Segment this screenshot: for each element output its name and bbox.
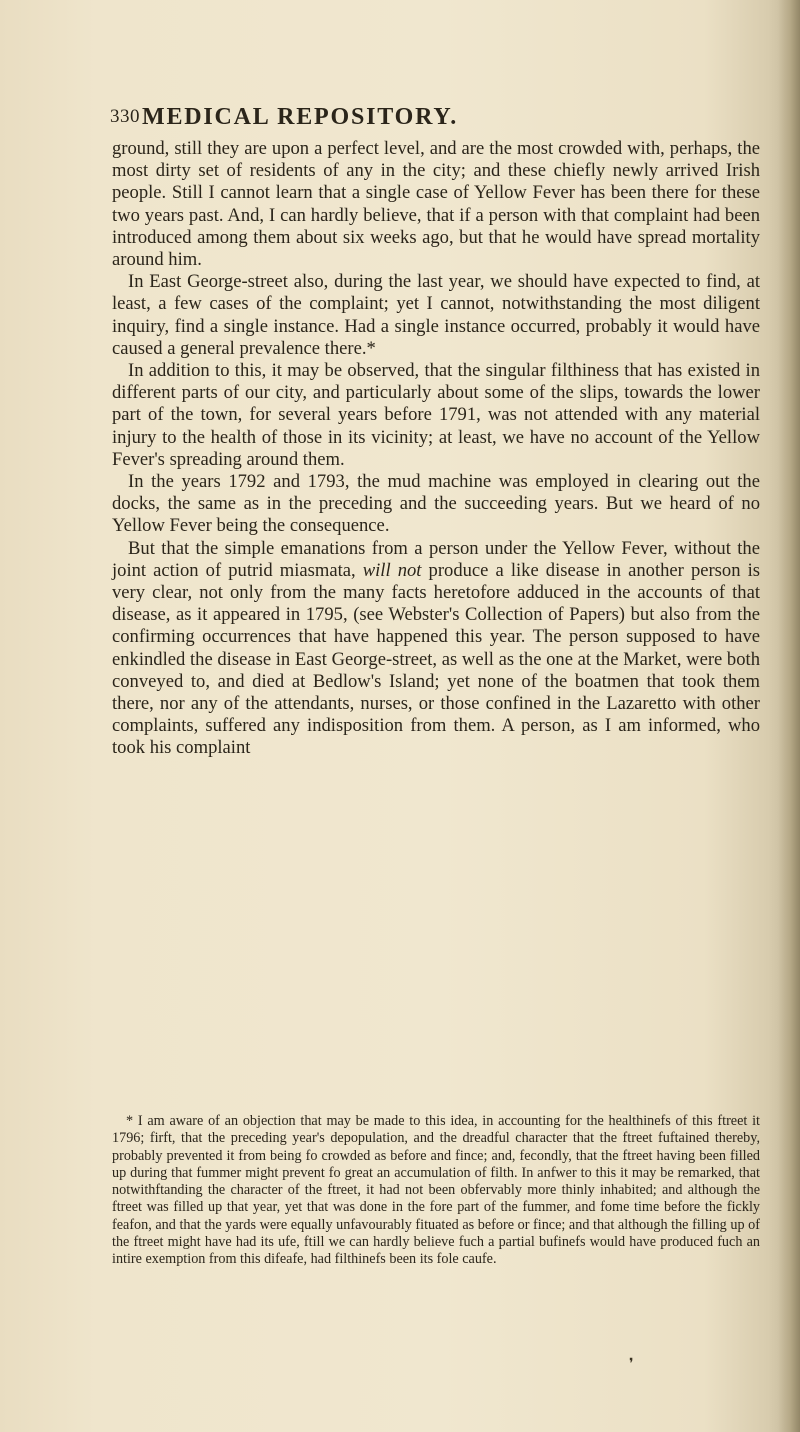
paragraph-3: In addition to this, it may be observed, that the singular filthiness that has existed in different parts of our city, and particularly about some of the slips, towards the lower part of the town, for several years before 1791, was not attended with any material injury to the health of those in its vicinity; at least, we have no account of the Yellow Fever's spreading around them. [112,360,760,470]
paragraph-5-emphasis: will not [362,559,422,581]
paragraph-1: ground, still they are upon a perfect level, and are the most crowded with, perhaps, the most dirty set of residents of any in the city; and these chiefly newly arrived Irish people. Still I cannot learn that a single case of Yellow Fever has been there for these two years past. And, I can hardly believe, that if a person with that complaint had been introduced among them about six weeks ago, but that he would have spread mortality around him. [112,138,760,271]
paragraph-4: In the years 1792 and 1793, the mud machine was employed in clearing out the docks, the same as in the preceding and the succeeding years. But we heard of no Yellow Fever being the consequence. [112,471,760,537]
running-head: MEDICAL REPOSITORY. [142,104,459,130]
paragraph-5-end: produce a like disease in another person is very clear, not only from the many facts heretofore adduced in the accounts of that disease, as it appeared in 1795, (see Webster's Collection of Papers) but also from the confirming occurrences that have happened this year. The person supposed to have enkindled the disease in East George-street, as well as the one at the Market, were both conveyed to, and died at Bedlow's Island; yet none of the boatmen that took them there, nor any of the attendants, nurses, or those confined in the Lazaretto with other complaints, suffered any indisposition from them. A person, as I am informed, who took his complaint [112,559,760,759]
paragraph-2: In East George-street also, during the last year, we should have expected to find, at least, a few cases of the complaint; yet I cannot, notwithstanding the most diligent inquiry, find a single instance. Had a single instance occurred, probably it would have caused a general prevalence there.* [112,271,760,359]
paragraph-5 [112,538,760,760]
paragraph-5-start: But that the simple emanations from a person under the Yellow Fever, without the joint action of putrid miasmata, [112,537,760,581]
footnote [112,1113,760,1269]
stray-mark: ❜ [629,1357,634,1372]
page-gutter-shadow [778,0,800,1432]
footnote-text: * I am aware of an objection that may be made to this idea, in accounting for the healthinefs of this ftreet it 1796; firft, that the preceding year's depopulation, and the dreadful character that the ftreet fuftained thereby, probably prevented it from being fo crowded as before and fince; and, fecondly, that the ftreet having been filled up during that fummer might prevent fo great an accumulation of filth. In anfwer to this it may be remarked, that notwithftanding the character of the ftreet, it had not been obfervably more thinly inhabited; and although the ftreet was filled up that year, yet that was done in the fore part of the fummer, and fome time before the fickly feafon, and that the yards were equally unfavourably fituated as before or fince; and that although the filling up of the ftreet might have had its ufe, ftill we can hardly believe fuch a partial bufinefs would have produced fuch an intire exemption from this difeafe, had filthinefs been its fole caufe. [112,1113,760,1268]
page-number: 330 [110,106,140,127]
main-text [112,138,760,760]
page-header [110,104,750,134]
